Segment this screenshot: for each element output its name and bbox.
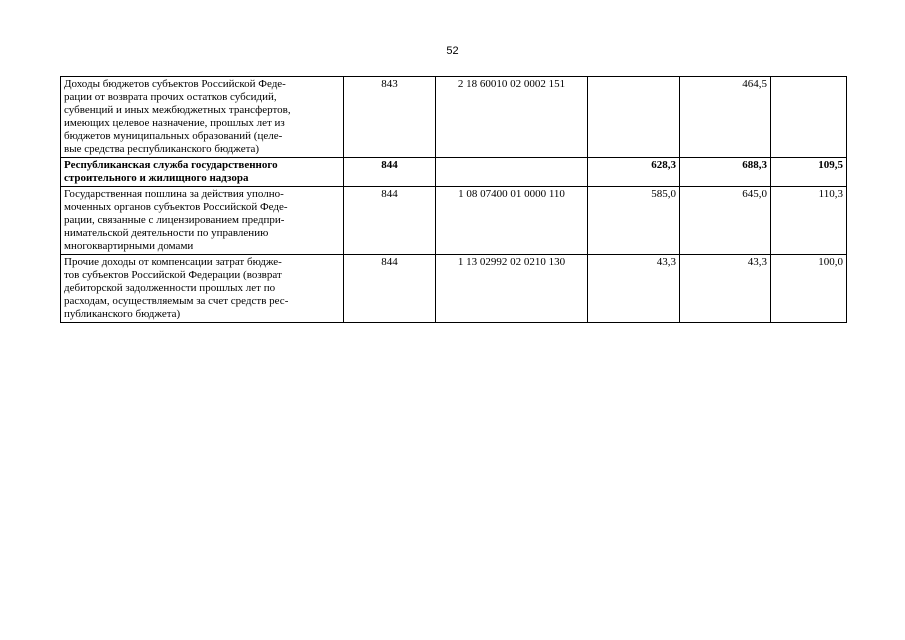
actual-cell: 645,0 [680,187,771,255]
actual-cell: 43,3 [680,255,771,323]
percent-cell [771,77,847,158]
row-description: Государственная пошлина за действия уполно- моченных органов субъектов Российской Феде- рации, связанные с лицензированием предпри- нимательской деятельности по управлению многоквартирными домами [61,187,344,255]
plan-cell: 43,3 [588,255,680,323]
percent-cell: 100,0 [771,255,847,323]
table-row [61,255,847,323]
plan-cell [588,77,680,158]
percent-cell: 109,5 [771,158,847,187]
admin-code-cell: 844 [344,255,436,323]
row-description: Доходы бюджетов субъектов Российской Феде- рации от возврата прочих остатков субсидий, субвенций и иных межбюджетных трансфертов, имеющих целевое назначение, прошлых лет из бюджетов муниципальных образований (целе- вые средства республиканского бюджета) [61,77,344,158]
admin-code-cell: 844 [344,158,436,187]
budget-revenue-table [60,76,847,323]
budget-code-cell [436,158,588,187]
actual-cell: 688,3 [680,158,771,187]
table-row [61,187,847,255]
actual-cell: 464,5 [680,77,771,158]
table-row [61,158,847,187]
admin-code-cell: 844 [344,187,436,255]
percent-cell: 110,3 [771,187,847,255]
budget-code-cell: 1 08 07400 01 0000 110 [436,187,588,255]
row-description: Республиканская служба государственного строительного и жилищного надзора [61,158,344,187]
plan-cell: 585,0 [588,187,680,255]
row-description: Прочие доходы от компенсации затрат бюдже- тов субъектов Российской Федерации (возврат дебиторской задолженности прошлых лет по расходам, осуществляемым за счет средств рес- публиканского бюджета) [61,255,344,323]
page-number: 52 [446,45,459,57]
plan-cell: 628,3 [588,158,680,187]
budget-code-cell: 2 18 60010 02 0002 151 [436,77,588,158]
admin-code-cell: 843 [344,77,436,158]
table-row [61,77,847,158]
budget-code-cell: 1 13 02992 02 0210 130 [436,255,588,323]
